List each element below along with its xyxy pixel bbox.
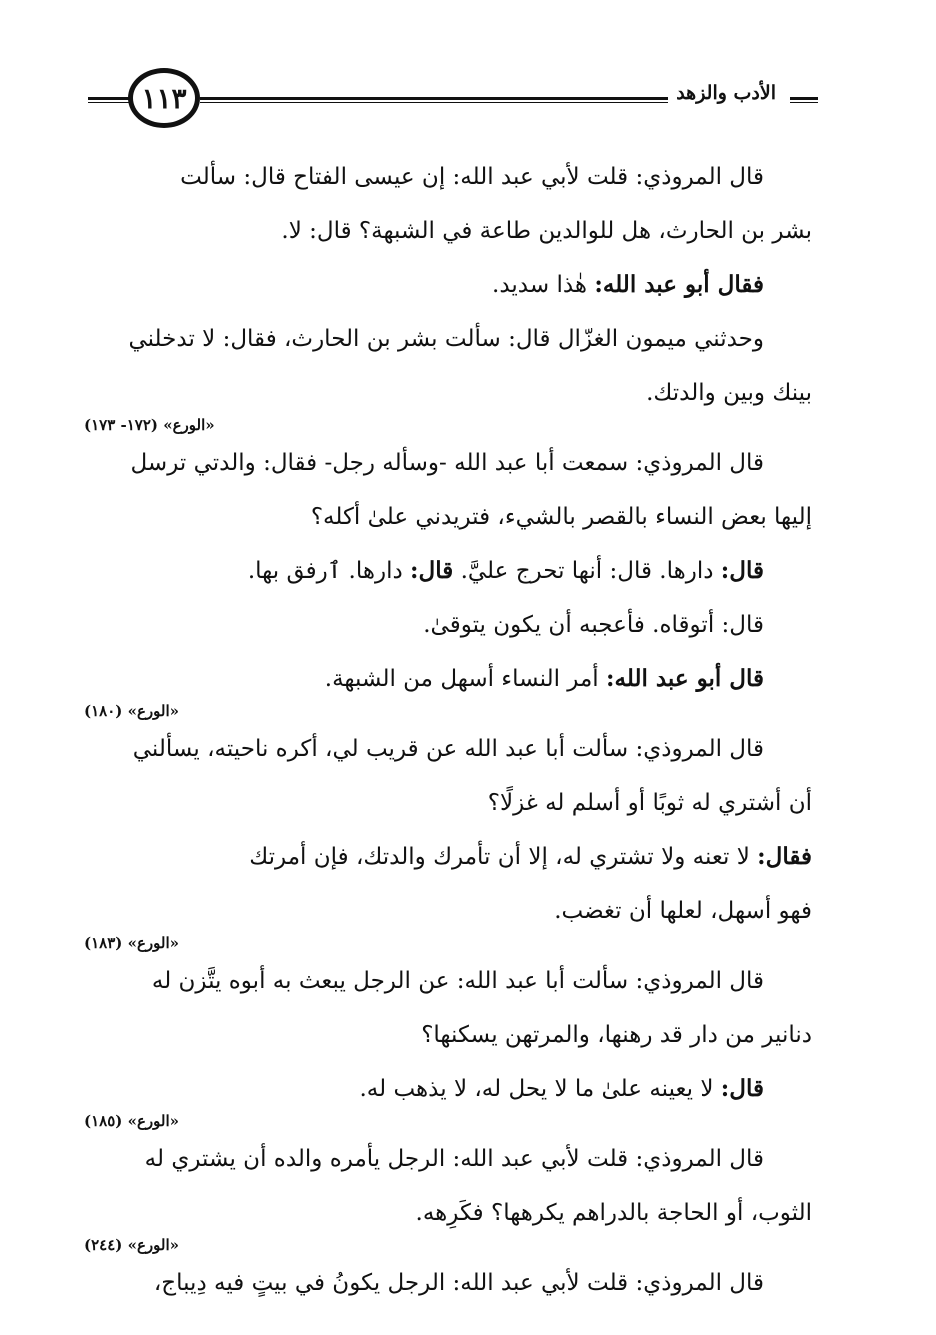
text-line: بشر بن الحارث، هل للوالدين طاعة في الشبهة؟ قال: لا. <box>281 218 812 244</box>
text-line: قال المروذي: سألت أبا عبد الله عن قريب لي، أكره ناحيته، يسألني <box>132 736 764 762</box>
citation: «الورع» (١٨٣) <box>84 934 180 952</box>
text-line <box>84 830 812 884</box>
running-title: الأدب والزهد <box>670 82 782 104</box>
text-span: لا تعنه ولا تشتري له، إلا أن تأمرك والدتك، فإن أمرتك <box>249 844 750 870</box>
paragraph <box>84 1256 812 1310</box>
page-number: ١١٣ <box>128 68 200 128</box>
citation: «الورع» (١٧٢- ١٧٣) <box>84 416 215 434</box>
paragraph: قال: أتوقاه. فأعجبه أن يكون يتوقىٰ. <box>423 612 764 638</box>
header-rule <box>200 97 668 103</box>
paragraph <box>84 544 812 598</box>
header-rule-left <box>88 97 132 103</box>
speaker-label: قال: <box>410 557 454 584</box>
text-span: دارها. ٱرفق بها. <box>247 558 403 584</box>
paragraph <box>84 258 812 312</box>
page-body <box>84 150 812 1310</box>
paragraph <box>84 312 812 420</box>
text-line: قال المروذي: قلت لأبي عبد الله: الرجل يأمره والده أن يشتري له <box>144 1146 764 1172</box>
text-line: فهو أسهل، لعلها أن تغضب. <box>554 898 812 924</box>
text-line: دنانير من دار قد رهنها، والمرتهن يسكنها؟ <box>421 1022 812 1048</box>
text-line: قال المروذي: سمعت أبا عبد الله -وسأله رجل- فقال: والدتي ترسل <box>130 450 764 476</box>
citation: «الورع» (١٨٥) <box>84 1112 180 1130</box>
speaker-label: قال أبو عبد الله: <box>606 665 764 692</box>
text-line: الثوب، أو الحاجة بالدراهم يكرهها؟ فكَرِهه. <box>415 1200 812 1226</box>
citation: «الورع» (٢٤٤) <box>84 1236 180 1254</box>
text-span: أمر النساء أسهل من الشبهة. <box>324 666 599 692</box>
paragraph <box>84 652 812 706</box>
text-line: أن أشتري له ثوبًا أو أسلم له غزلًا؟ <box>487 790 812 816</box>
text-line: وحدثني ميمون الغزّال قال: سألت بشر بن الحارث، فقال: لا تدخلني <box>128 326 764 352</box>
text-span: هٰذا سديد. <box>492 272 588 298</box>
text-line: قال المروذي: قلت لأبي عبد الله: الرجل يكونُ في بيتٍ فيه دِيباج، <box>153 1270 764 1296</box>
text-span: دارها. قال: أنها تحرج عليَّ. <box>460 558 714 584</box>
paragraph <box>84 436 812 544</box>
speaker-label: فقال: <box>757 843 812 870</box>
text-line: قال المروذي: قلت لأبي عبد الله: إن عيسى الفتاح قال: سألت <box>180 164 764 190</box>
paragraph <box>84 150 812 258</box>
text-line: بينك وبين والدتك. <box>646 380 812 406</box>
paragraph <box>84 830 812 938</box>
paragraph <box>84 954 812 1062</box>
paragraph <box>84 1062 812 1116</box>
page-header <box>88 66 818 134</box>
text-span: لا يعينه علىٰ ما لا يحل له، لا يذهب له. <box>359 1076 714 1102</box>
citation: «الورع» (١٨٠) <box>84 702 180 720</box>
speaker-label: قال: <box>720 557 764 584</box>
speaker-label: قال: <box>720 1075 764 1102</box>
text-line: قال المروذي: سألت أبا عبد الله: عن الرجل يبعث به أبوه يتَّزن له <box>151 968 764 994</box>
paragraph <box>84 722 812 830</box>
paragraph <box>84 1132 812 1240</box>
speaker-label: فقال أبو عبد الله: <box>594 271 764 298</box>
header-rule-right <box>790 97 818 103</box>
text-line: إليها بعض النساء بالقصر بالشيء، فتريدني علىٰ أكله؟ <box>310 504 812 530</box>
